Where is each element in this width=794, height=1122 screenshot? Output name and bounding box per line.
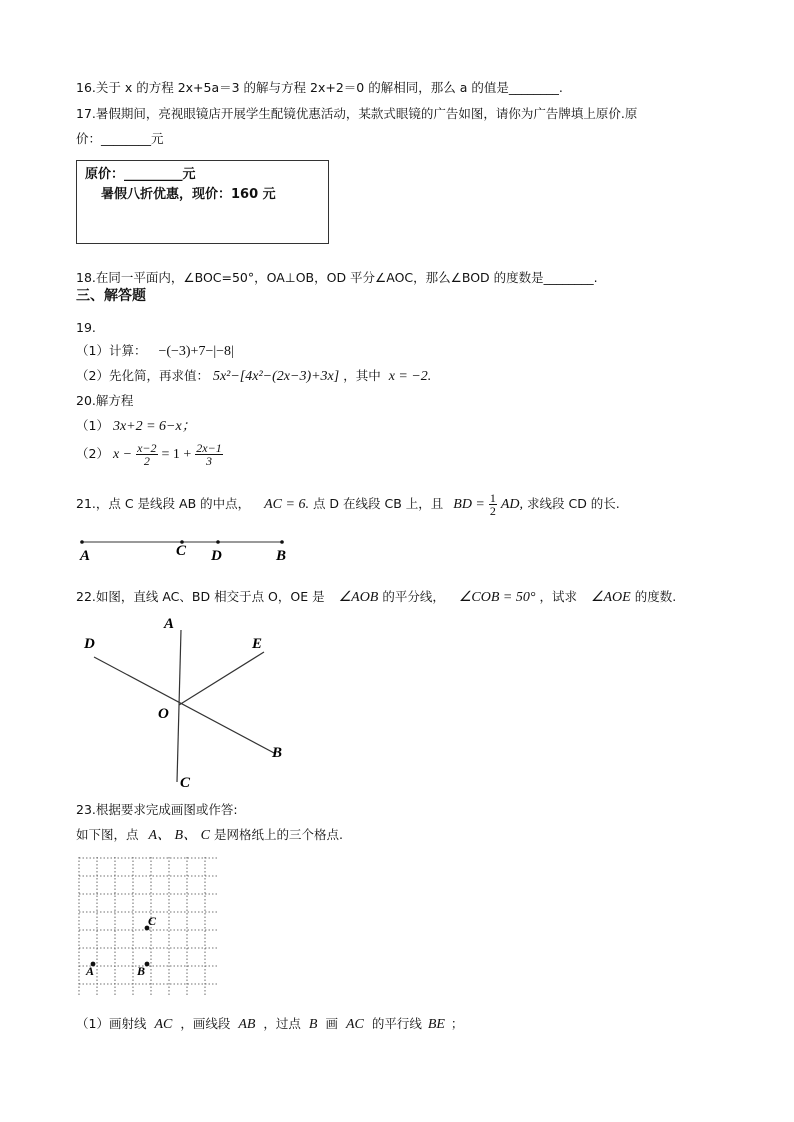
- q23-p1-math-5: BE: [427, 1017, 445, 1032]
- question-23-line2: [76, 827, 343, 845]
- question-19-part1: [76, 343, 234, 361]
- question-19-number: 19.: [76, 320, 96, 335]
- q21-math-2: BD =: [453, 497, 485, 512]
- q23-points: A、 B、 C: [148, 828, 210, 843]
- question-17-line2: 价：________元: [76, 131, 164, 146]
- question-23-title: 23.根据要求完成画图或作答:: [76, 802, 238, 817]
- ray-oe: [179, 652, 264, 705]
- label-b: B: [272, 745, 283, 761]
- q22-math-2: ∠COB = 50°: [458, 590, 536, 605]
- label-a: A: [80, 548, 91, 564]
- label-o: O: [158, 706, 169, 722]
- grid-label-b: B: [137, 964, 146, 978]
- q23-p1-math-2: AB: [238, 1017, 256, 1032]
- question-21: [76, 492, 620, 517]
- advertisement-board: [76, 160, 329, 244]
- line-db: [94, 657, 276, 754]
- question-20-part1: [76, 418, 196, 436]
- q20-p1-expression: 3x+2 = 6−x；: [112, 419, 196, 434]
- q22-text-2: 的平分线，: [382, 589, 445, 604]
- label-e: E: [252, 636, 263, 652]
- section-title: 三、解答题: [76, 288, 146, 304]
- q19-p2-expression: 5x²−[4x²−(2x−3)+3x]: [212, 369, 340, 384]
- q21-math-1: AC = 6.: [264, 497, 309, 512]
- question-22: [76, 589, 676, 607]
- point-b: [280, 540, 284, 544]
- q21-math-3: AD,: [500, 497, 524, 512]
- q21-fraction: [489, 492, 497, 517]
- q23-p1-math-3: B: [308, 1017, 318, 1032]
- q22-text-1: 22.如图，直线 AC、BD 相交于点 O，OE 是: [76, 589, 325, 604]
- q20-fraction-2-denominator: 3: [206, 454, 213, 468]
- q23-p1-math-4: AC: [345, 1017, 364, 1032]
- q20-p2-middle: = 1 +: [161, 447, 192, 462]
- q20-p1-label: （1）: [76, 418, 109, 433]
- grid-point-b: [145, 962, 150, 967]
- q21-text-3: 求线段 CD 的长.: [527, 496, 620, 511]
- line-ac: [177, 630, 181, 782]
- point-d: [216, 540, 220, 544]
- q23-p1-text-d: 画: [325, 1016, 338, 1031]
- q23-p1-text-a: （1）画射线: [76, 1016, 147, 1031]
- label-d: D: [211, 548, 222, 564]
- q19-p2-label: （2）先化简，再求值：: [76, 368, 209, 383]
- q23-text-1: 如下图，点: [76, 827, 139, 842]
- q21-text-2: 点 D 在线段 CB 上，且: [312, 496, 444, 511]
- q20-fraction-1: [136, 442, 157, 467]
- q21-fraction-numerator: 1: [489, 491, 496, 505]
- q23-p1-math-1: AC: [154, 1017, 173, 1032]
- q21-text-1: 21.，点 C 是线段 AB 的中点，: [76, 496, 251, 511]
- q20-fraction-1-denominator: 2: [143, 454, 150, 468]
- grid-label-c: C: [148, 914, 157, 928]
- ad-discount-price: 暑假八折优惠，现价：160 元: [101, 187, 276, 202]
- q20-p2-left: x −: [112, 447, 133, 462]
- q23-p1-text-b: ，画线段: [180, 1016, 231, 1031]
- question-18: 18.在同一平面内，∠BOC=50°，OA⊥OB，OD 平分∠AOC，那么∠BOD 的度数是________.: [76, 270, 598, 285]
- label-c: C: [180, 775, 191, 791]
- ad-original-price: 原价：_________元: [85, 167, 196, 182]
- q22-math-1: ∠AOB: [338, 590, 379, 605]
- q19-p1-expression: −(−3)+7−|−8|: [158, 344, 234, 359]
- q23-text-2: 是网格纸上的三个格点.: [213, 827, 343, 842]
- q23-p1-text-f: ；: [450, 1016, 464, 1031]
- label-d: D: [84, 636, 95, 652]
- q23-p1-text-c: ，过点: [263, 1016, 301, 1031]
- label-c: C: [176, 543, 187, 559]
- question-17-line1: 17.暑假期间，亮视眼镜店开展学生配镜优惠活动，某款式眼镜的广告如图，请你为广告牌填上原价.原: [76, 106, 638, 121]
- q20-p2-label: （2）: [76, 446, 109, 461]
- label-a: A: [164, 616, 175, 632]
- q20-fraction-2-numerator: 2x−1: [196, 441, 222, 455]
- intersecting-lines-figure: [76, 612, 306, 792]
- question-23-part1: [76, 1016, 463, 1034]
- q22-math-3: ∠AOE: [590, 590, 631, 605]
- q23-p1-text-e: 的平行线: [371, 1016, 422, 1031]
- q22-text-4: 的度数.: [634, 589, 677, 604]
- question-20-title: 20.解方程: [76, 393, 134, 408]
- question-19-part2: [76, 368, 431, 386]
- q19-p1-label: （1）计算：: [76, 343, 147, 358]
- question-20-part2: [76, 442, 223, 467]
- label-b: B: [276, 548, 287, 564]
- q20-fraction-2: [195, 442, 222, 467]
- q19-p2-mid: ，其中: [343, 368, 381, 383]
- grid-paper-figure: [76, 855, 218, 1003]
- q20-fraction-1-numerator: x−2: [137, 441, 157, 455]
- q21-fraction-denominator: 2: [489, 504, 496, 518]
- point-a: [80, 540, 84, 544]
- q22-text-3: ，试求: [539, 589, 577, 604]
- grid-label-a: A: [86, 964, 95, 978]
- question-16: 16.关于 x 的方程 2x+5a＝3 的解与方程 2x+2＝0 的解相同，那么 a 的值是________.: [76, 80, 563, 95]
- line-segment-figure: [70, 530, 300, 566]
- q19-p2-condition: x = −2.: [388, 369, 432, 384]
